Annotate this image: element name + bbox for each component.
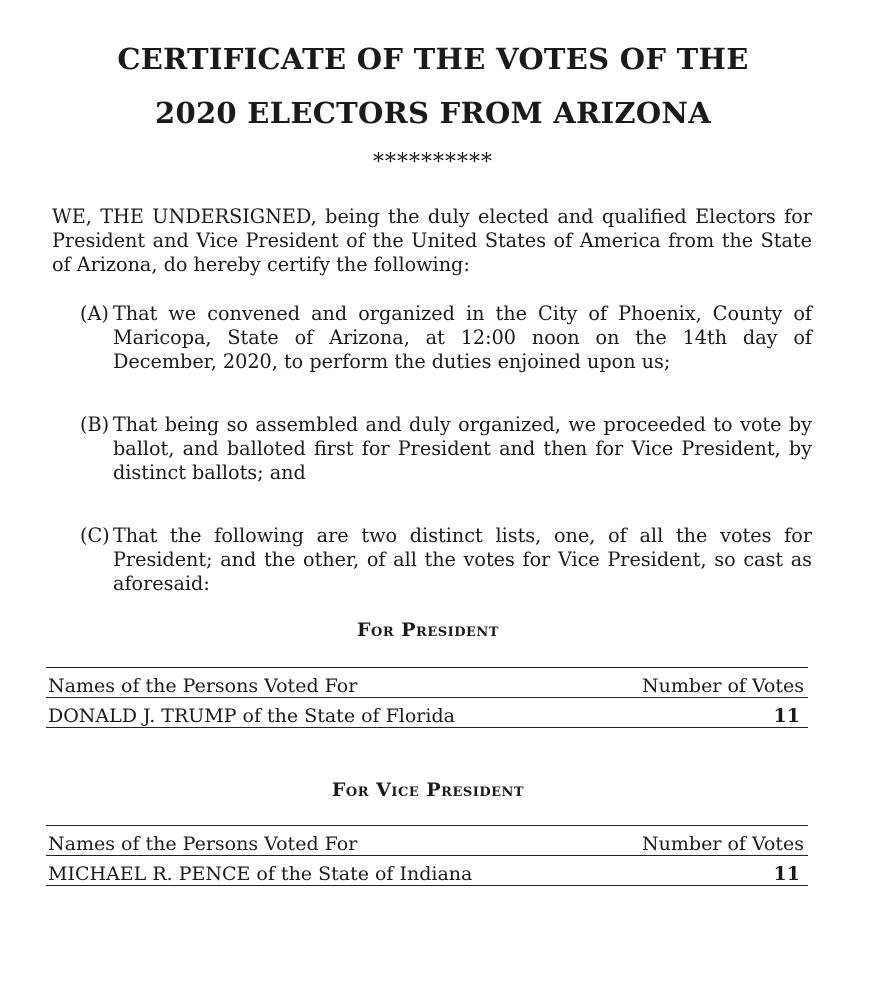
vice-president-heading: For Vice President [331,779,525,801]
table-header-row [46,668,808,697]
president-votes-table [46,667,808,728]
clause-a [80,302,812,374]
clause-b-text: That being so assembled and duly organized, we proceeded to vote by ballot, and balloted first for President and then for Vice President, by distinct ballots; and [113,413,812,484]
clause-c [80,524,812,596]
title-line-2: 2020 ELECTORS FROM ARIZONA [154,96,712,130]
intro-paragraph [52,205,812,277]
table-header-row [46,826,808,855]
clause-b [80,413,812,485]
title-line-1: CERTIFICATE OF THE VOTES OF THE [117,42,749,76]
clause-b-mark: (B) [80,413,110,436]
candidate-name: MICHAEL R. PENCE of the State of Indiana [48,863,473,885]
column-header-votes: Number of Votes [642,675,804,697]
title-separator: ********** [373,150,493,175]
vote-count: 11 [773,863,800,885]
column-header-names: Names of the Persons Voted For [48,833,358,855]
intro-lead: WE, THE UNDERSIGNED, [52,205,317,228]
column-header-votes: Number of Votes [642,833,804,855]
clause-a-mark: (A) [80,302,109,325]
clause-c-mark: (C) [80,524,110,547]
table-row [46,856,808,885]
intro-text: being the duly elected and qualified Electors for President and Vice President of the United States of America from the State of Arizona, do hereby certify the following: [52,205,812,276]
column-header-names: Names of the Persons Voted For [48,675,358,697]
clause-c-text: That the following are two distinct lists, one, of all the votes for President; and the other, of all the votes for Vice President, so cast as aforesaid: [113,524,812,595]
clause-a-text: That we convened and organized in the City of Phoenix, County of Maricopa, State of Arizona, at 12:00 noon on the 14th day of December, 2020, to perform the duties enjoined upon us; [113,302,812,373]
candidate-name: DONALD J. TRUMP of the State of Florida [48,705,455,727]
table-rule [46,727,808,728]
vice-president-votes-table [46,825,808,886]
table-rule [46,885,808,886]
president-heading: For President [357,619,499,641]
vote-count: 11 [773,705,800,727]
table-row [46,698,808,727]
